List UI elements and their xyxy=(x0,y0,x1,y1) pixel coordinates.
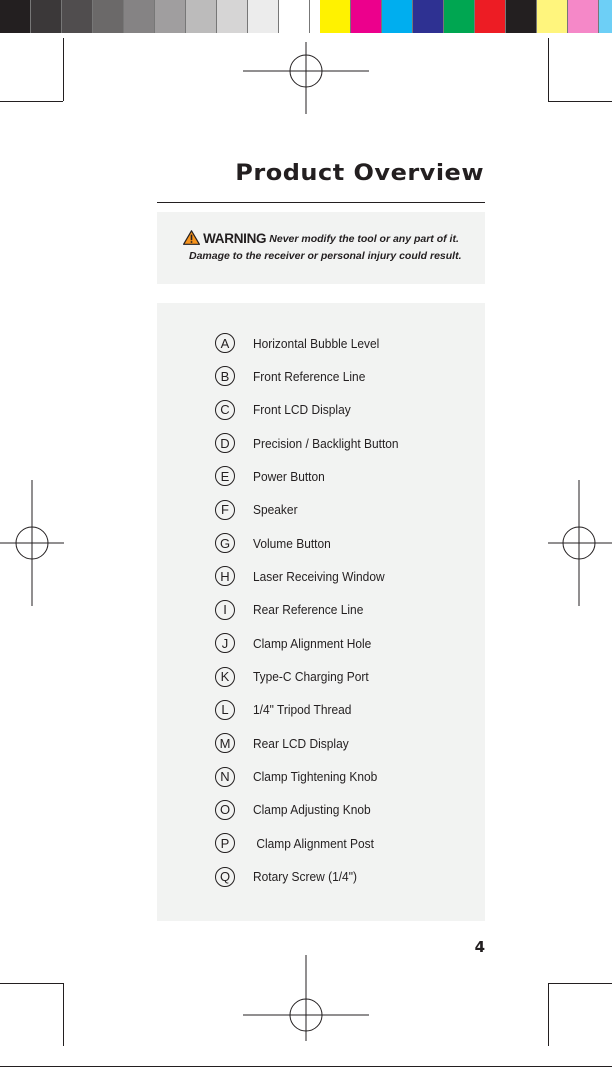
list-item xyxy=(215,699,360,721)
list-item xyxy=(215,632,382,654)
list-item xyxy=(215,766,388,788)
color-swatch xyxy=(475,0,506,33)
color-swatch xyxy=(537,0,568,33)
part-letter-badge: B xyxy=(215,366,235,386)
part-letter-badge: E xyxy=(215,466,235,486)
registration-mark-icon xyxy=(0,480,64,606)
color-swatch xyxy=(0,0,31,33)
list-item xyxy=(215,432,411,454)
part-label: Clamp Adjusting Knob xyxy=(253,802,371,818)
color-swatch xyxy=(93,0,124,33)
part-letter-badge: D xyxy=(215,433,235,453)
part-label: Rotary Screw (1/4") xyxy=(253,869,357,885)
list-item xyxy=(215,565,396,587)
part-letter-badge: G xyxy=(215,533,235,553)
part-label: Type-C Charging Port xyxy=(253,669,369,684)
part-label: Rear Reference Line xyxy=(253,602,364,618)
crop-mark xyxy=(0,983,63,984)
part-label: Front LCD Display xyxy=(253,402,351,418)
part-label: Clamp Alignment Hole xyxy=(253,635,372,651)
list-item xyxy=(215,866,366,888)
color-swatch xyxy=(31,0,62,33)
color-swatch xyxy=(155,0,186,33)
part-letter-badge: P xyxy=(215,833,235,853)
parts-list xyxy=(157,303,485,921)
crop-mark xyxy=(548,983,612,984)
part-letter-badge: A xyxy=(215,333,235,353)
list-item xyxy=(215,599,373,621)
crop-mark xyxy=(548,101,612,102)
color-swatch xyxy=(186,0,217,33)
page-title: Product Overview xyxy=(235,160,484,186)
list-item xyxy=(215,832,385,854)
color-swatch xyxy=(568,0,599,33)
color-swatch xyxy=(599,0,612,33)
part-letter-badge: K xyxy=(215,667,235,687)
part-letter-badge: I xyxy=(215,600,235,620)
part-letter-badge: F xyxy=(215,500,235,520)
part-label: Clamp Tightening Knob xyxy=(253,769,378,785)
warning-triangle-icon xyxy=(183,230,200,245)
list-item xyxy=(215,532,338,554)
part-label: Power Button xyxy=(253,468,325,484)
part-letter-badge: Q xyxy=(215,867,235,887)
warning-text-1: Never modify the tool or any part of it. xyxy=(269,233,459,245)
part-label: Front Reference Line xyxy=(253,368,366,384)
part-label: Laser Receiving Window xyxy=(253,568,385,584)
color-swatch xyxy=(413,0,444,33)
list-item xyxy=(215,732,357,754)
part-letter-badge: H xyxy=(215,566,235,586)
registration-mark-icon xyxy=(243,28,369,114)
list-item xyxy=(215,332,390,354)
registration-mark-icon xyxy=(548,480,612,606)
color-swatch xyxy=(124,0,155,33)
trim-line xyxy=(0,1066,612,1067)
warning-text-2: Damage to the receiver or personal injury could result. xyxy=(189,250,462,262)
list-item xyxy=(215,365,375,387)
registration-mark-icon xyxy=(243,955,369,1041)
part-letter-badge: N xyxy=(215,767,235,787)
part-label: Volume Button xyxy=(253,535,331,551)
crop-mark xyxy=(63,983,64,1046)
part-label: Rear LCD Display xyxy=(253,735,349,751)
part-letter-badge: C xyxy=(215,400,235,420)
warning-panel xyxy=(157,212,485,284)
page-number: 4 xyxy=(474,938,485,956)
crop-mark xyxy=(63,38,64,101)
part-letter-badge: L xyxy=(215,700,235,720)
part-letter-badge: M xyxy=(215,733,235,753)
part-letter-badge: O xyxy=(215,800,235,820)
title-divider xyxy=(157,202,485,203)
list-item xyxy=(215,499,301,521)
part-label: Clamp Alignment Post xyxy=(253,835,374,851)
part-label: Speaker xyxy=(253,502,298,518)
part-label: Precision / Backlight Button xyxy=(253,435,399,451)
crop-mark xyxy=(548,38,549,101)
color-swatch xyxy=(444,0,475,33)
color-swatch xyxy=(506,0,537,33)
color-swatch xyxy=(382,0,413,33)
list-item xyxy=(215,465,331,487)
list-item xyxy=(215,666,379,688)
part-label: 1/4" Tripod Thread xyxy=(253,702,352,718)
crop-mark xyxy=(0,101,63,102)
part-letter-badge: J xyxy=(215,633,235,653)
list-item xyxy=(215,399,359,421)
color-swatch xyxy=(62,0,93,33)
part-label: Horizontal Bubble Level xyxy=(253,335,380,351)
warning-label: WARNING xyxy=(203,231,267,246)
list-item xyxy=(215,799,381,821)
crop-mark xyxy=(548,983,549,1046)
warning-line-1 xyxy=(157,230,485,246)
